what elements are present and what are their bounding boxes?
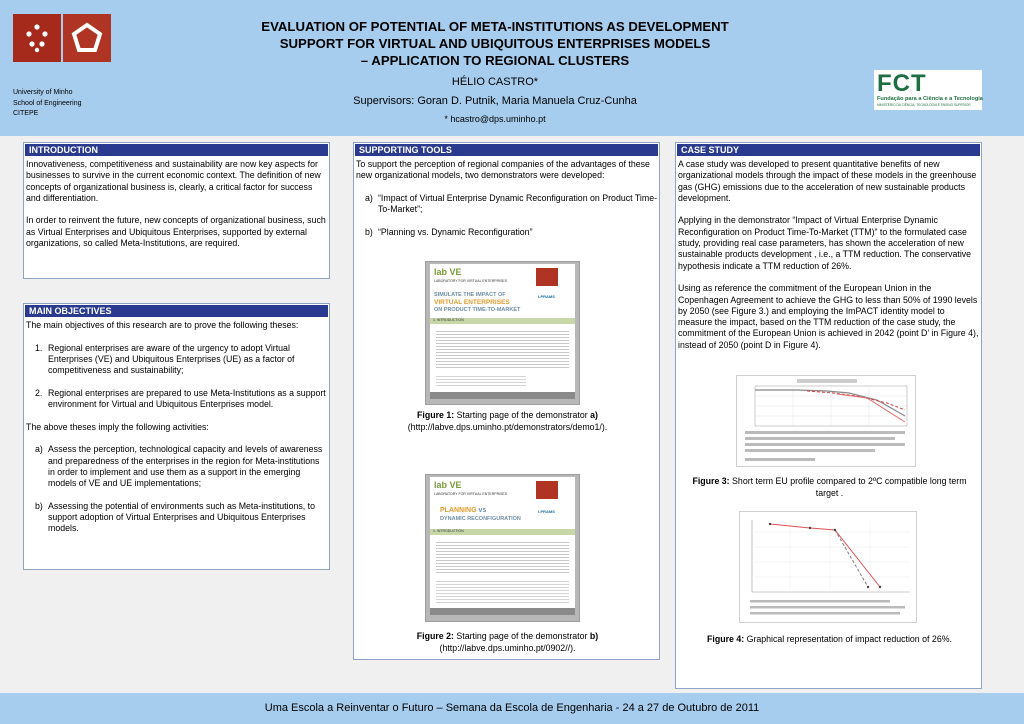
- case-paragraph: Using as reference the commitment of the European Union in the Copenhagen Agreement to achieve the GHG to less than 50% of 1990 levels by 2050 (see Figure 3.) and employing the ImPACT identity model to measure the impact, based on the TTM reduction of the case study, the commitment of the European Union is achieved in 2042 (point D’ in Figure 4), instead of 2050 (point D in Figure 4).: [678, 283, 979, 350]
- list-item: a) “Impact of Virtual Enterprise Dynamic Reconfiguration on Product Time-To-Market”;: [365, 192, 658, 215]
- demonstrator-b-screenshot: lab VE LABORATORY FOR VIRTUAL ENTERPRISES PLANNING vs DYNAMIC RECONFIGURATION I-PRAMS 1. INTRODUCTION: [425, 474, 580, 622]
- case-study-panel: [675, 142, 982, 689]
- poster-title: EVALUATION OF POTENTIAL OF META-INSTITUTIONS AS DEVELOPMENT SUPPORT FOR VIRTUAL AND UBIQUITOUS ENTERPRISES MODELS – APPLICATION TO REGIONAL CLUSTERS: [261, 19, 729, 68]
- poster-header: [0, 0, 1024, 136]
- list-item: b) “Planning vs. Dynamic Reconfiguration”: [365, 226, 533, 237]
- figure-4-caption: Figure 4: Graphical representation of impact reduction of 26%.: [707, 634, 952, 644]
- objectives-panel: [23, 303, 330, 570]
- introduction-panel: [23, 142, 330, 279]
- theses-list: [26, 343, 327, 377]
- figure-4-graphic: [740, 512, 916, 622]
- list-item: 2. Regional enterprises are prepared to use Meta-Institutions as a support environment for Virtual and Ubiquitous Enterprises model.: [35, 387, 326, 410]
- list-item: b) Assessing the potential of environments such as Meta-institutions, to support adoption of Virtual Enterprises and Ubiquitous Enterprises models.: [35, 500, 315, 534]
- poster-footer: Uma Escola a Reinventar o Futuro – Semana da Escola de Engenharia - 24 a 27 de Outubro de 2011: [0, 693, 1024, 724]
- pentagon-icon: [63, 14, 111, 62]
- figure-1-caption: Figure 1: Starting page of the demonstrator a) (http://labve.dps.uminho.pt/demonstrators/demo1/).: [407, 410, 608, 432]
- institution-info: University of Minho School of Engineering CITEPE: [13, 89, 82, 117]
- author: HÉLIO CASTRO*: [451, 76, 539, 88]
- figure-4-chart: [739, 511, 917, 623]
- objectives-intro: The main objectives of this research are to prove the following theses:: [26, 320, 299, 330]
- case-paragraph: A case study was developed to present quantitative benefits of new organizational models through the impact of these models in the greenhouse gas (GHG) emissions due to the acceleration of new sustainable products development.: [678, 159, 977, 203]
- demonstrator-a-screenshot: lab VE LABORATORY FOR VIRTUAL ENTERPRISES SIMULATE THE IMPACT OF VIRTUAL ENTERPRISES ON PRODUCT TIME-TO-MARKET I-PRAMS 1. INTRODUCTION: [425, 261, 580, 405]
- figure-3-chart: [736, 375, 916, 467]
- um-crest-icon: [13, 14, 61, 62]
- case-study-heading: CASE STUDY: [677, 144, 980, 156]
- university-logo: [13, 14, 111, 62]
- list-item: 1. Regional enterprises are aware of the urgency to adopt Virtual Enterprises (VE) and Ubiquitous Enterprises (UE) as a factor of competitiveness and sustainability;: [35, 342, 295, 376]
- figure-3-caption: Figure 3: Short term EU profile compared to 2ºC compatible long term target .: [692, 476, 967, 498]
- introduction-heading: INTRODUCTION: [25, 144, 328, 156]
- tools-intro: To support the perception of regional companies of the advantages of these new organizational models, two demonstrators were developed:: [356, 159, 650, 181]
- activities-list: [26, 444, 327, 489]
- supervisors: Supervisors: Goran D. Putnik, Maria Manuela Cruz-Cunha: [353, 95, 637, 107]
- list-item: a) Assess the perception, technological capacity and levels of awareness and preparedness of the enterprises in the region for Meta-institutions in order to implement and use them as a support in the emerging models of VE and UE implementations;: [35, 444, 323, 489]
- author-email: * hcastro@dps.uminho.pt: [444, 114, 546, 124]
- figure-3-graphic: [737, 376, 915, 466]
- case-paragraph: Applying in the demonstrator “Impact of Virtual Enterprise Dynamic Reconfiguration on Product Time-To-Market (TTM)” to the formulated case study, providing real case parameters, has shown the acceleration of new sustainable products development , i.e., a TTM reduction. The conservative hypothesis indicate a TTM reduction of 26%.: [678, 215, 972, 271]
- um-mini-logo: [536, 268, 558, 286]
- tools-panel: [353, 142, 660, 660]
- figure-2-caption: Figure 2: Starting page of the demonstrator b) (http://labve.dps.uminho.pt/0902//).: [416, 631, 599, 653]
- tools-heading: SUPPORTING TOOLS: [355, 144, 658, 156]
- introduction-paragraph: In order to reinvent the future, new concepts of organizational business, such as Virtual Enterprises and Ubiquitous Enterprises, supported by external organizations, so called Meta-Institutions, are required.: [26, 215, 326, 249]
- labve-logo: lab VE: [434, 480, 462, 490]
- introduction-paragraph: Innovativeness, competitiveness and sustainability are now key aspects for businesses to survive in the current economic context. The definition of new concepts of organizational business is, clearly, a critical factor for success and differentiation.: [26, 159, 321, 203]
- labve-logo: lab VE: [434, 267, 462, 277]
- demonstrators-list: [356, 193, 657, 216]
- objectives-heading: MAIN OBJECTIVES: [25, 305, 328, 317]
- fct-logo: FCT Fundação para a Ciência e a Tecnologia MINISTÉRIO DA CIÊNCIA, TECNOLOGIA E ENSINO SUPERIOR: [874, 70, 982, 110]
- um-mini-logo: [536, 481, 558, 499]
- activities-intro: The above theses imply the following activities:: [26, 421, 209, 432]
